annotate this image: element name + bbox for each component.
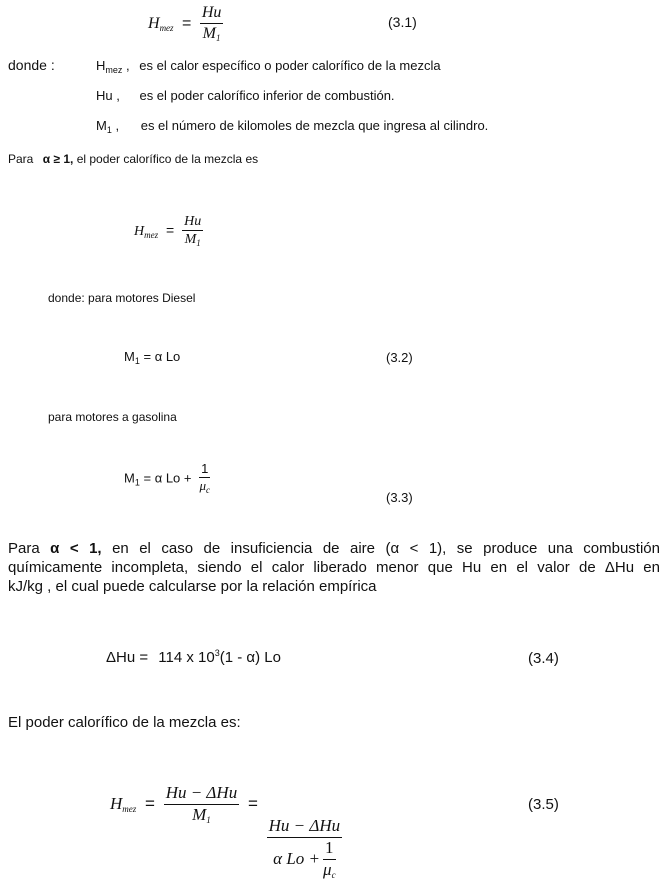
eq35-fraction-2: Hu − ΔHu α Lo + $\frac{1}{\mu_c}$ — [268, 816, 341, 880]
eq32-number: (3.2) — [386, 350, 413, 365]
para-alpha-lt-1 — [8, 539, 660, 596]
def-m1 — [96, 118, 488, 135]
equation-3-4: ΔHu = 114 x $10^3(1 - \alpha)$ Lo — [106, 648, 281, 666]
eq34-number: (3.4) — [528, 650, 559, 667]
def-hu-symbol: Hu , — [96, 88, 120, 103]
gasolina-label: para motores a gasolina — [48, 410, 177, 424]
diesel-label: donde: para motores Diesel — [48, 291, 196, 305]
eq31-fraction: $\frac{Hu}{M_1}$ — [201, 4, 222, 43]
def-hmez-symbol: $H_{mez}$ , — [96, 58, 130, 75]
def-m1-text: es el número de kilomoles de mezcla que ingresa al cilindro. — [140, 118, 489, 133]
para-line-2: químicamente incompleta, siendo el calor liberado menor que Hu en el valor de ΔHu en — [8, 559, 660, 576]
equation-3-1: $H_{mez}$ = $\frac{Hu}{M_1}$ — [148, 4, 222, 43]
mezcla-label: El poder calorífico de la mezcla es: — [8, 714, 241, 731]
equation-3-5: $H_{mez}$ = $\frac{\text{Hu − ΔHu}}{M_1}$ = Hu − ΔHu α Lo + $\frac{1}{\mu_c}$ — [110, 783, 341, 880]
para-line-1: Para α < 1, en el caso de insuficiencia de aire (α < 1), se produce una combustión — [8, 540, 660, 557]
para-line-3: kJ/kg , el cual puede calcularse por la relación empírica — [8, 578, 377, 595]
def-hmez — [96, 58, 441, 75]
eq31-lhs: $H_{mez}$ — [148, 14, 174, 33]
donde-label: donde : — [8, 57, 55, 73]
def-m1-symbol: $M_1$ , — [96, 118, 120, 135]
eq35-number: (3.5) — [528, 796, 559, 813]
def-hu-text: es el poder calorífico inferior de combustión. — [139, 88, 395, 103]
eq35-fraction-1: $\frac{\text{Hu − ΔHu}}{M_1}$ — [165, 783, 238, 825]
para-alpha-ge-1: Para α ≥ 1, el poder calorífico de la mezcla es — [8, 152, 259, 166]
eq33-number: (3.3) — [386, 490, 413, 505]
eq31-number: (3.1) — [388, 14, 417, 30]
def-hu — [96, 88, 395, 103]
equation-3-2: $M_1 = \alpha$ Lo — [124, 349, 181, 366]
equation-3-3: $M_1 = \alpha$ Lo + $\frac{1}{\mu_c}$ — [124, 461, 210, 496]
equation-hmez-unnumbered: $H_{mez}$ = $\frac{Hu}{M_1}$ — [134, 214, 202, 249]
def-hmez-text: es el calor específico o poder calorífico de la mezcla — [139, 58, 441, 73]
